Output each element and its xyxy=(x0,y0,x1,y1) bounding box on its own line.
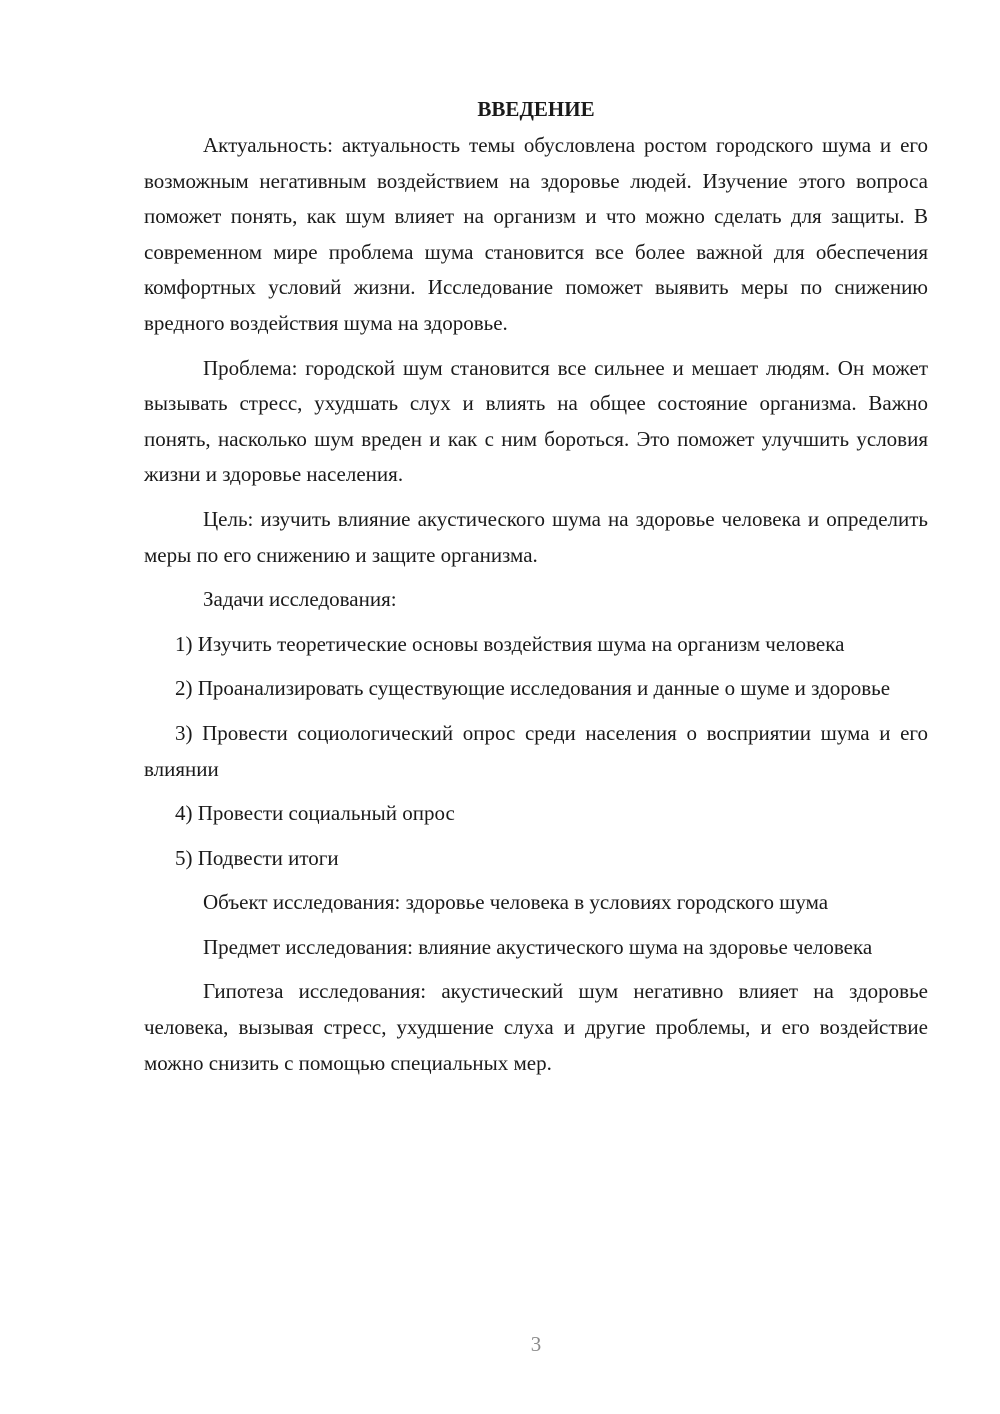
task-item-2: 2) Проанализировать существующие исследования и данные о шуме и здоровье xyxy=(175,676,891,701)
task-item-4: 4) Провести социальный опрос xyxy=(175,801,455,826)
page-title: ВВЕДЕНИЕ xyxy=(477,97,595,121)
document-page xyxy=(144,92,928,1081)
problem-paragraph: Проблема: городской шум становится все сильнее и мешает людям. Он может вызывать стресс, ухудшать слух и влиять на общее состояние организма. Важно понять, насколько шум вреден и как с ним бороться. Это поможет улучшить условия жизни и здоровье населения. xyxy=(144,355,928,487)
object-paragraph: Объект исследования: здоровье человека в условиях городского шума xyxy=(203,890,829,915)
page-number: 3 xyxy=(530,1332,542,1356)
subject-paragraph: Предмет исследования: влияние акустического шума на здоровье человека xyxy=(203,934,873,959)
hypothesis-paragraph: Гипотеза исследования: акустический шум негативно влияет на здоровье человека, вызывая стресс, ухудшение слуха и другие проблемы, и его воздействие можно снизить с помощью специальных мер. xyxy=(144,979,928,1075)
relevance-paragraph: Актуальность: актуальность темы обусловлена ростом городского шума и его возможным негативным воздействием на здоровье людей. Изучение этого вопроса поможет понять, как шум влияет на организм и что можно сделать для защиты. В современном мире проблема шума становится все более важной для обеспечения комфортных условий жизни. Исследование поможет выявить меры по снижению вредного воздействия шума на здоровье. xyxy=(144,133,928,335)
tasks-heading: Задачи исследования: xyxy=(203,587,397,612)
task-item-5: 5) Подвести итоги xyxy=(175,845,339,870)
task-item-3: 3) Провести социологический опрос среди населения о восприятии шума и его влиянии xyxy=(144,720,928,781)
task-item-1: 1) Изучить теоретические основы воздействия шума на организм человека xyxy=(175,631,845,656)
goal-paragraph: Цель: изучить влияние акустического шума на здоровье человека и определить меры по его снижению и защите организма. xyxy=(144,506,928,567)
